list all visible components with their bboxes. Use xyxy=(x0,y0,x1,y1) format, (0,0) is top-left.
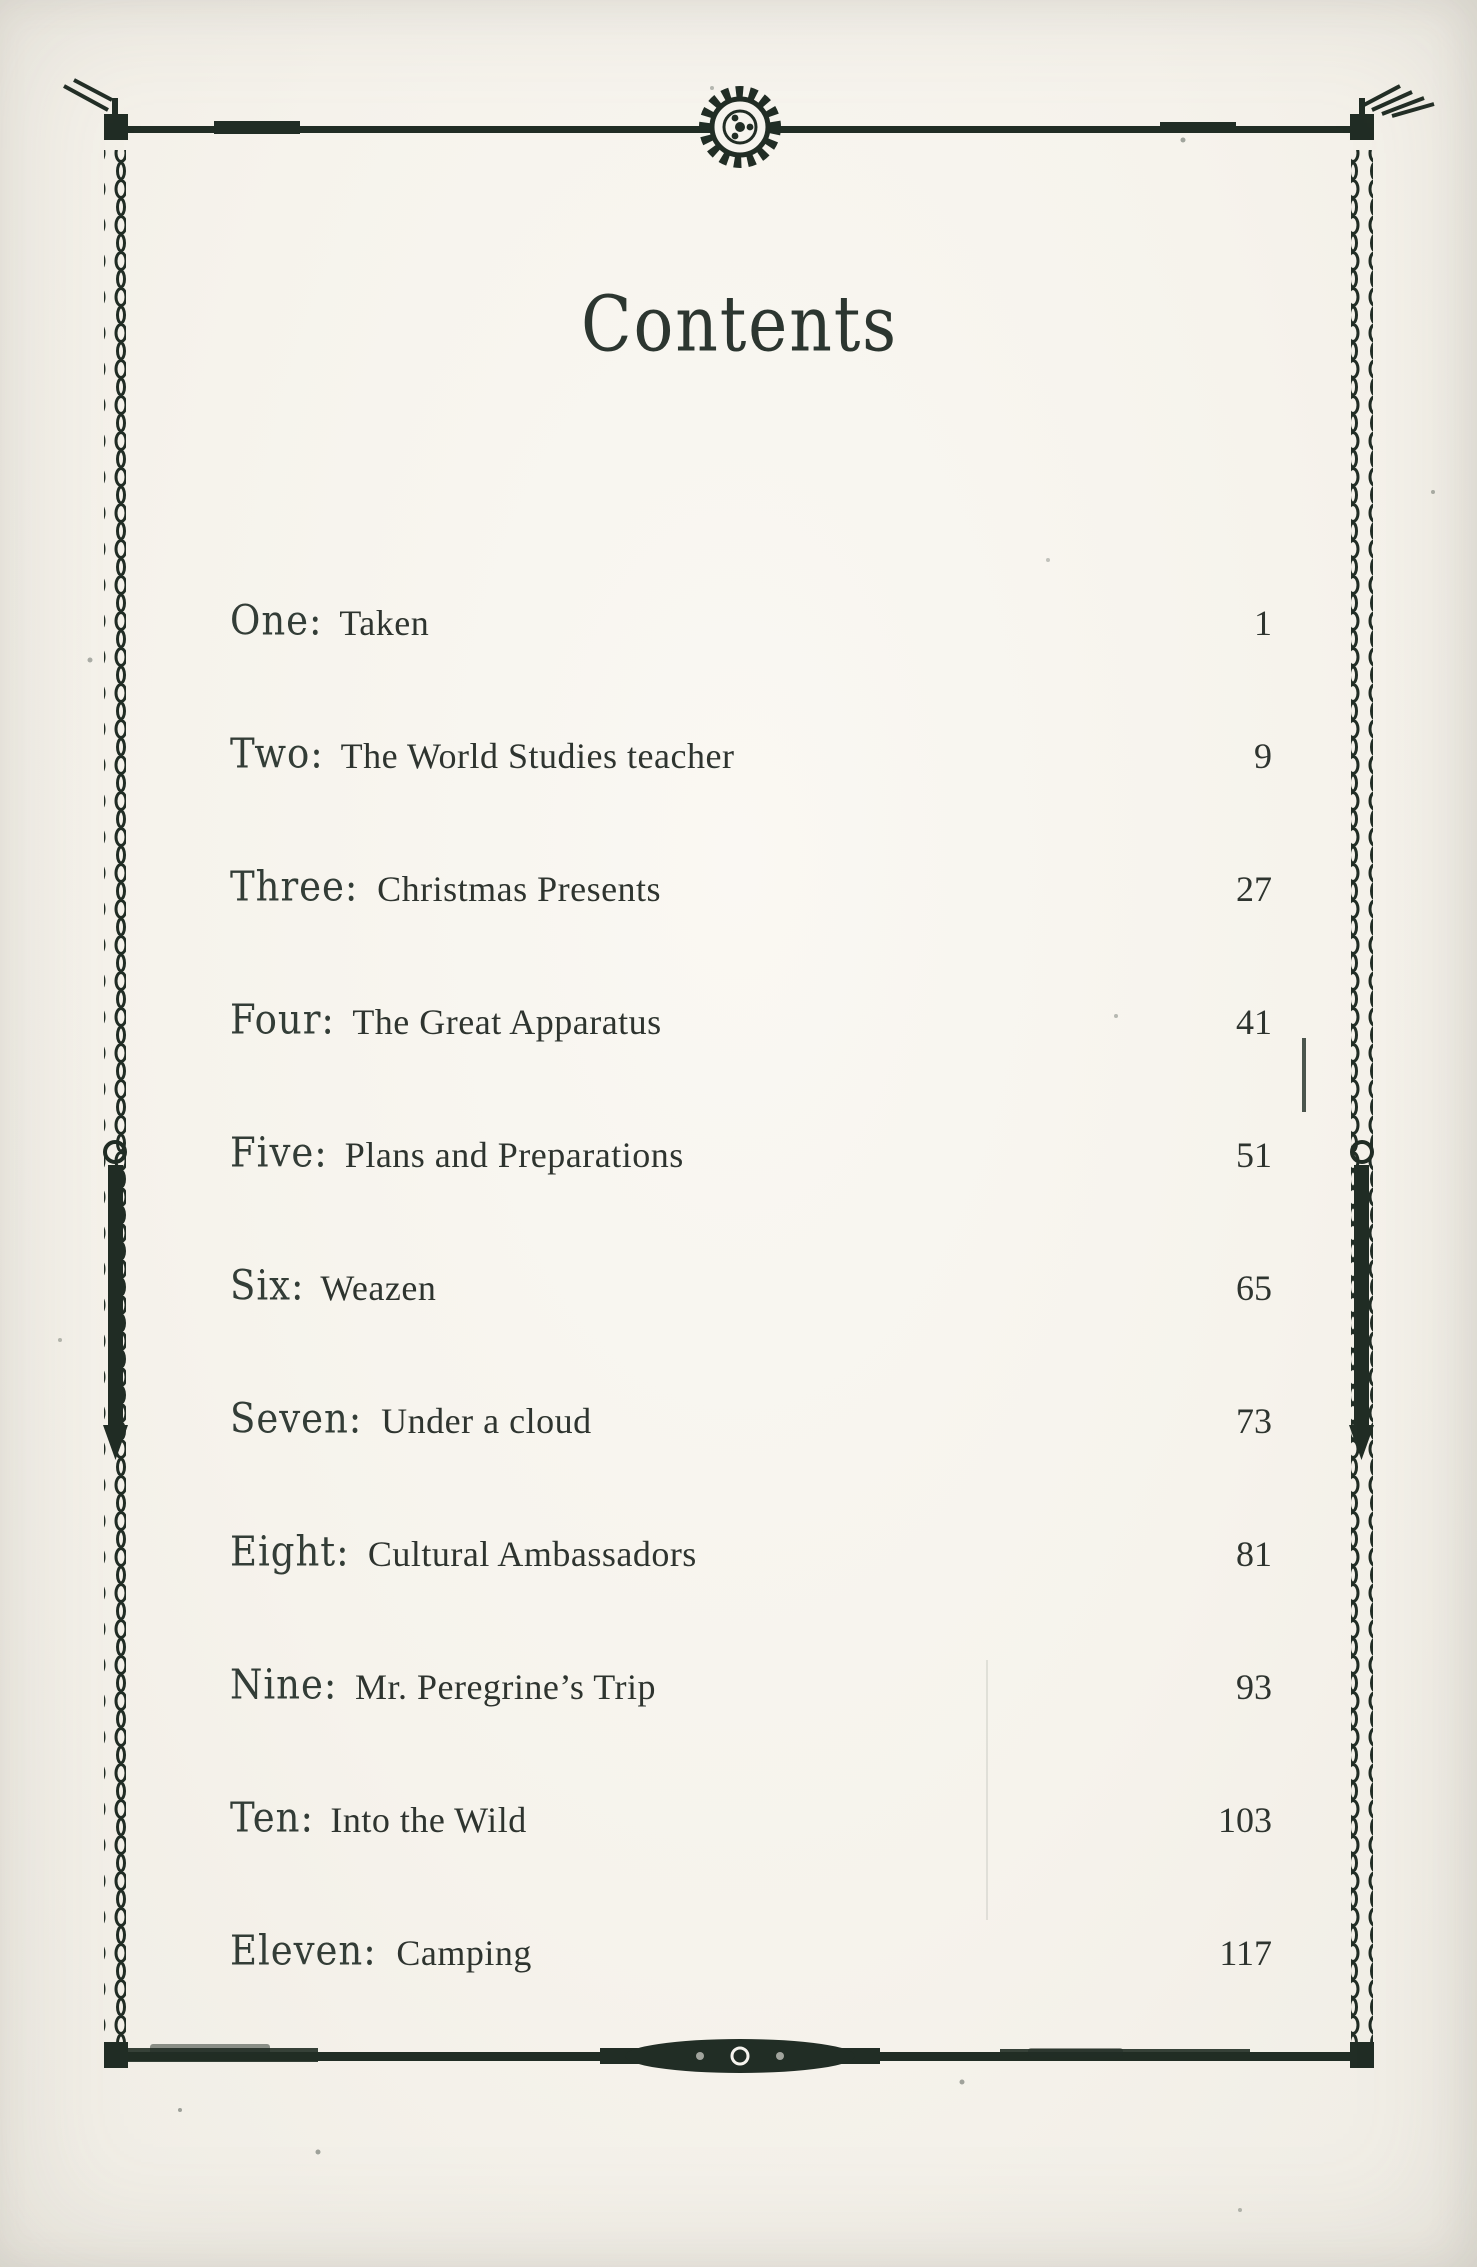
chapter-page-number: 51 xyxy=(1236,1135,1272,1175)
chapter-page-number: 1 xyxy=(1254,603,1272,643)
chapter-page-number: 27 xyxy=(1236,869,1272,909)
toc-entry xyxy=(230,996,1272,1132)
toc-list xyxy=(230,597,1272,2063)
chapter-number-word: Nine: xyxy=(230,1661,338,1709)
chapter-page-number: 81 xyxy=(1236,1534,1272,1574)
chapter-title: Weazen xyxy=(320,1268,437,1308)
chapter-title: The World Studies teacher xyxy=(340,736,735,776)
chapter-title: Camping xyxy=(396,1933,532,1973)
chapter-title: Under a cloud xyxy=(381,1401,592,1441)
toc-entry xyxy=(230,1794,1272,1930)
chapter-title: Christmas Presents xyxy=(377,869,662,909)
toc-entry xyxy=(230,1262,1272,1398)
toc-entry xyxy=(230,730,1272,866)
right-chain xyxy=(1349,150,1374,2050)
chapter-title: Cultural Ambassadors xyxy=(367,1534,697,1574)
chapter-number-word: Ten: xyxy=(230,1794,314,1842)
chapter-page-number: 9 xyxy=(1254,736,1272,776)
chapter-title: Into the Wild xyxy=(330,1800,527,1840)
chapter-page-number: 103 xyxy=(1218,1800,1272,1840)
chapter-number-word: Eleven: xyxy=(230,1927,377,1975)
gear-icon xyxy=(706,93,774,161)
chapter-title: Taken xyxy=(339,603,430,643)
chapter-title: Plans and Preparations xyxy=(344,1135,684,1175)
chapter-page-number: 73 xyxy=(1236,1401,1272,1441)
chapter-title: The Great Apparatus xyxy=(352,1002,662,1042)
toc-entry xyxy=(230,1927,1272,2063)
chapter-number-word: Seven: xyxy=(230,1395,363,1443)
toc-entry xyxy=(230,1395,1272,1531)
chapter-title: Mr. Peregrine’s Trip xyxy=(354,1667,656,1707)
corner-hatch-left xyxy=(64,80,112,110)
chapter-page-number: 93 xyxy=(1236,1667,1272,1707)
chapter-number-word: Four: xyxy=(230,996,335,1044)
page-title: Contents xyxy=(580,279,899,369)
chapter-page-number: 117 xyxy=(1219,1933,1272,1973)
toc-entry xyxy=(230,1661,1272,1797)
chapter-page-number: 65 xyxy=(1236,1268,1272,1308)
left-chain xyxy=(103,150,128,2050)
toc-entry xyxy=(230,1129,1272,1265)
chapter-number-word: Two: xyxy=(230,730,324,778)
chapter-number-word: One: xyxy=(230,597,323,645)
chapter-number-word: Three: xyxy=(230,863,359,911)
corner-hatch-right xyxy=(1362,86,1434,116)
chapter-page-number: 41 xyxy=(1236,1002,1272,1042)
chapter-number-word: Six: xyxy=(230,1262,305,1310)
toc-entry xyxy=(230,1528,1272,1664)
toc-entry xyxy=(230,597,1272,733)
chapter-number-word: Five: xyxy=(230,1129,328,1177)
toc-entry xyxy=(230,863,1272,999)
chapter-number-word: Eight: xyxy=(230,1528,350,1576)
